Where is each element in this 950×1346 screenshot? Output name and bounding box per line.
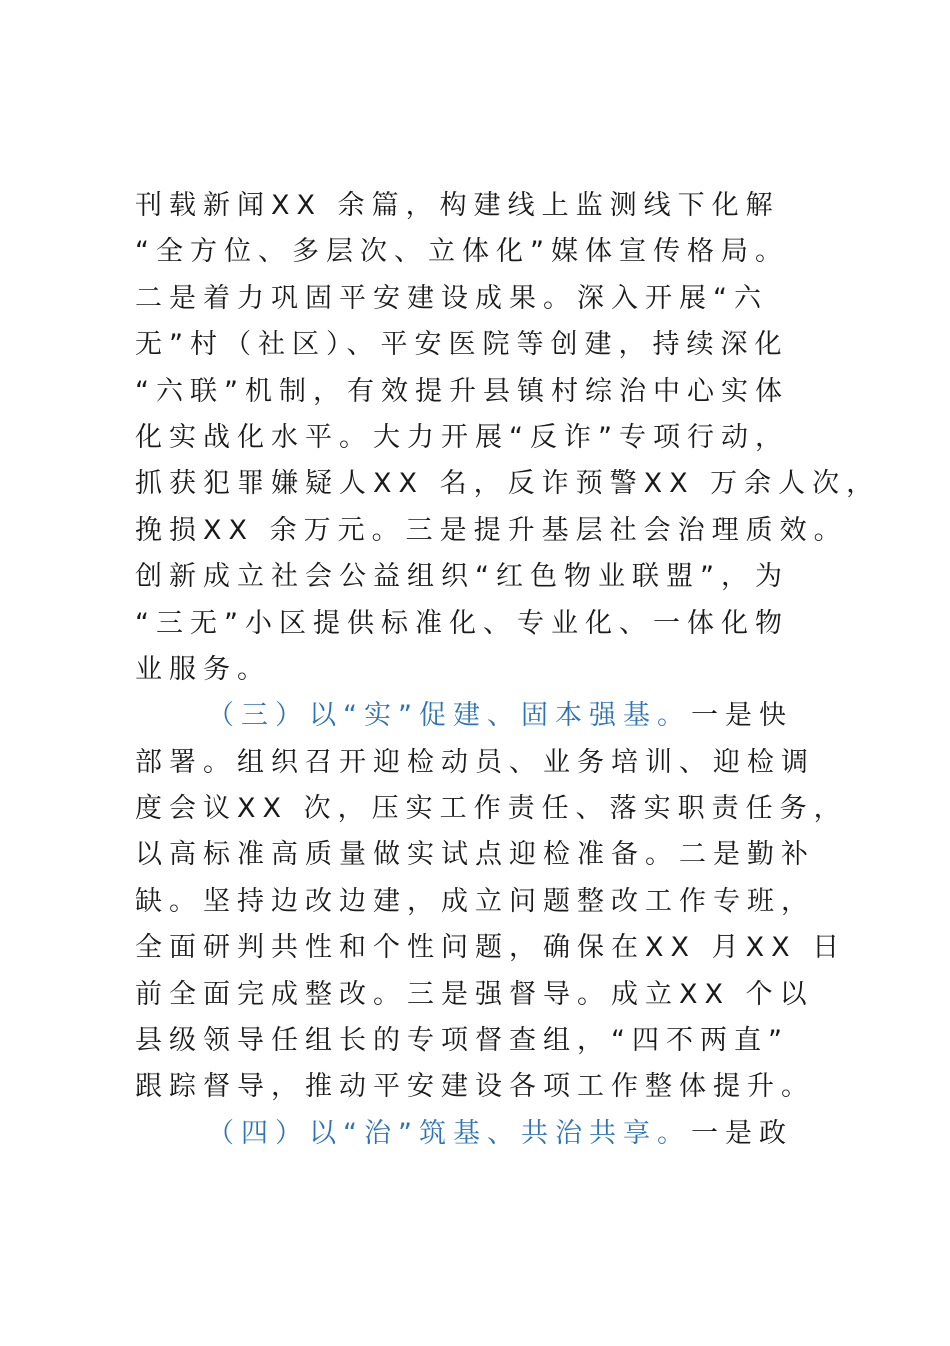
paragraph-line: 抓获犯罪嫌疑人XX 名，反诈预警XX 万余人次， [135,468,881,500]
paragraph-line: 度会议XX 次，压实工作责任、落实职责任务， [135,793,848,825]
paragraph-line: 县级领导任组长的专项督查组，“四不两直” [135,1025,789,1057]
section-4-first-line-text: 一是政 [690,1117,793,1149]
section-3-first-line-text: 一是快 [690,700,793,732]
paragraph-line: “全方位、多层次、立体化”媒体宣传格局。 [135,236,789,268]
section-3-heading: （三）以“实”促建、固本强基。 [207,700,691,732]
body-text [135,183,881,1157]
paragraph-line: 创新成立社会公益组织“红色物业联盟”，为 [135,561,789,593]
paragraph-line: 全面研判共性和个性问题，确保在XX 月XX 日 [135,932,847,964]
section-3-first-line [135,693,835,739]
paragraph-line: 部署。组织召开迎检动员、业务培训、迎检调 [135,746,815,778]
paragraph-line: 业服务。 [135,653,271,685]
paragraph-line: 跟踪督导，推动平安建设各项工作整体提升。 [135,1071,815,1103]
paragraph-line: 无”村（社区）、平安医院等创建，持续深化 [135,329,789,361]
paragraph-line: 前全面完成整改。三是强督导。成立XX 个以 [135,978,814,1010]
paragraph-line: 刊载新闻XX 余篇，构建线上监测线下化解 [135,190,780,221]
section-4-heading: （四）以“治”筑基、共治共享。 [207,1117,691,1149]
paragraph-line: “六联”机制，有效提升县镇村综治中心实体 [135,375,789,407]
paragraph-line: 化实战化水平。大力开展“反诈”专项行动， [135,421,789,453]
paragraph-line: 以高标准高质量做实试点迎检准备。二是勤补 [135,839,815,871]
paragraph-line: “三无”小区提供标准化、专业化、一体化物 [135,607,789,639]
section-4-first-line [135,1111,835,1157]
paragraph-line: 二是着力巩固平安建设成果。深入开展“六 [135,282,768,314]
paragraph-line: 挽损XX 余万元。三是提升基层社会治理质效。 [135,514,848,546]
paragraph-line: 缺。坚持边改边建，成立问题整改工作专班， [135,885,815,917]
